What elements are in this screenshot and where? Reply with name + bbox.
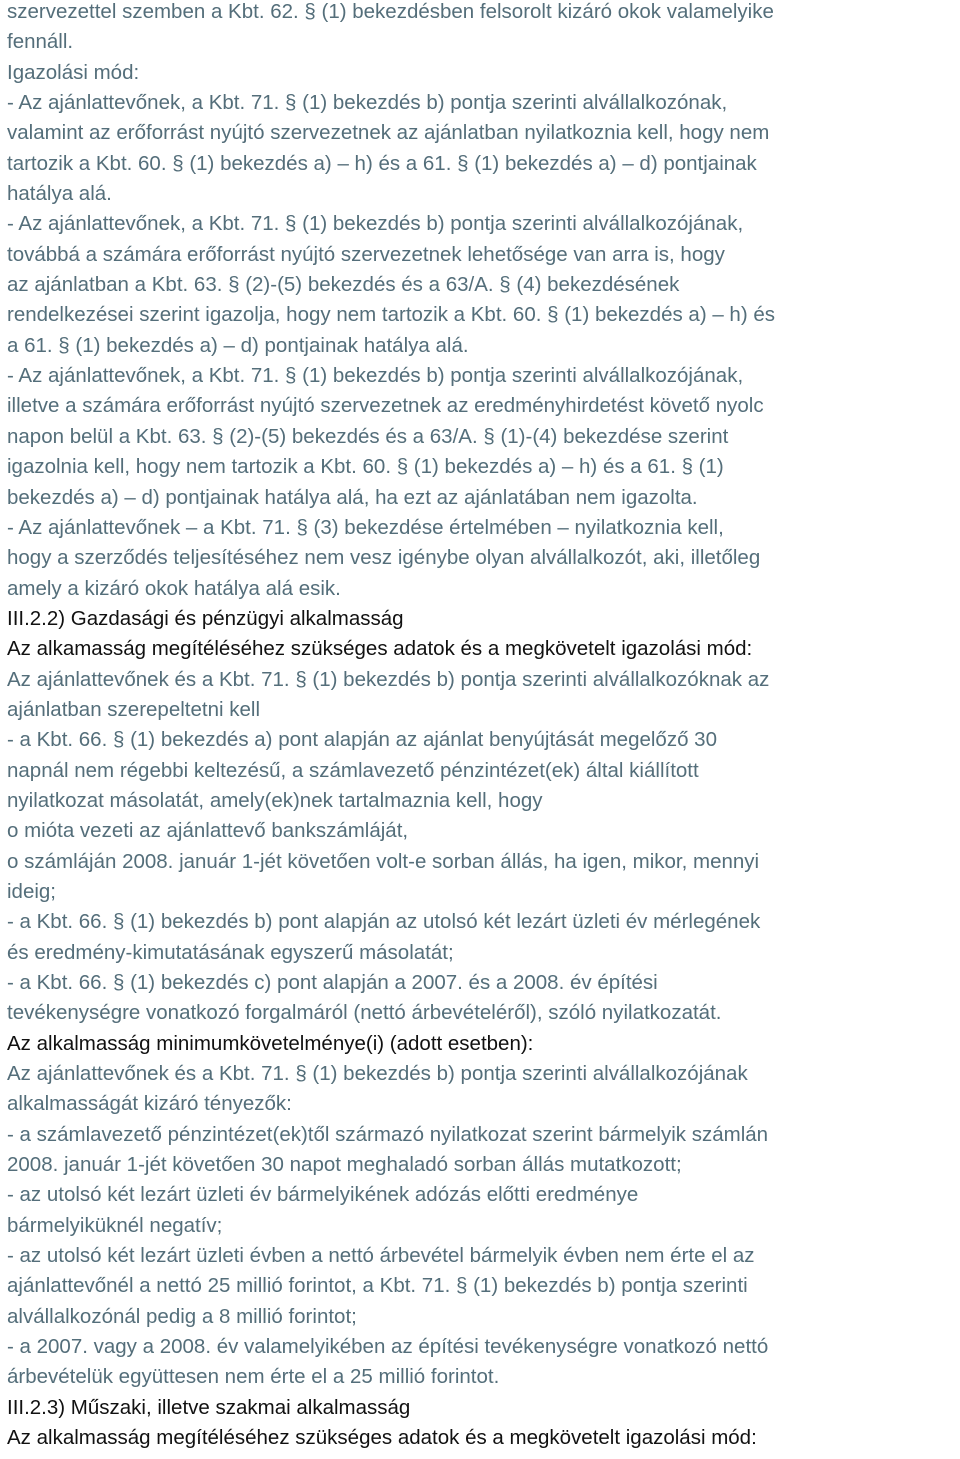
text-line: a 61. § (1) bekezdés a) – d) pontjainak hatálya alá. — [7, 333, 469, 357]
text-line: rendelkezései szerint igazolja, hogy nem tartozik a Kbt. 60. § (1) bekezdés a) – h) és — [7, 303, 776, 327]
section-heading-line: Az alkalmasság megítéléséhez szükséges adatok és a megkövetelt igazolási mód: — [7, 1426, 757, 1450]
text-line: - Az ajánlattevőnek, a Kbt. 71. § (1) bekezdés b) pontja szerinti alvállalkozójának, — [7, 212, 744, 236]
text-line: - Az ajánlattevőnek, a Kbt. 71. § (1) bekezdés b) pontja szerinti alvállalkozónak, — [7, 91, 728, 115]
text-line: árbevételük együttesen nem érte el a 25 millió forintot. — [7, 1365, 500, 1389]
text-line: ideig; — [7, 879, 57, 903]
text-line: - az utolsó két lezárt üzleti év bármelyikének adózás előtti eredménye — [7, 1183, 639, 1207]
text-line: Az ajánlattevőnek és a Kbt. 71. § (1) bekezdés b) pontja szerinti alvállalkozóknak az — [7, 667, 770, 691]
text-line: igazolnia kell, hogy nem tartozik a Kbt. 60. § (1) bekezdés a) – h) és a 61. § (1) — [7, 455, 724, 479]
text-line: alvállalkozónál pedig a 8 millió forintot; — [7, 1304, 357, 1328]
text-line: ajánlatban szerepeltetni kell — [7, 697, 260, 721]
text-line: tevékenységre vonatkozó forgalmáról (nettó árbevételéről), szóló nyilatkozatát. — [7, 1001, 722, 1025]
text-line: továbbá a számára erőforrást nyújtó szervezetnek lehetősége van arra is, hogy — [7, 242, 725, 266]
text-line: - az utolsó két lezárt üzleti évben a nettó árbevétel bármelyik évben nem érte el az — [7, 1244, 755, 1268]
section-heading-line: III.2.2) Gazdasági és pénzügyi alkalmasság — [7, 606, 404, 630]
text-line: tartozik a Kbt. 60. § (1) bekezdés a) – h) és a 61. § (1) bekezdés a) – d) pontjainak — [7, 151, 757, 175]
text-line: szervezettel szemben a Kbt. 62. § (1) bekezdésben felsorolt kizáró okok valamelyike — [7, 0, 774, 23]
text-line: hatálya alá. — [7, 182, 112, 206]
text-line: 2008. január 1-jét követően 30 napot meghaladó sorban állás mutatkozott; — [7, 1153, 682, 1177]
text-line: o mióta vezeti az ajánlattevő bankszámláját, — [7, 819, 409, 843]
text-line: bekezdés a) – d) pontjainak hatálya alá, ha ezt az ajánlatában nem igazolta. — [7, 485, 698, 509]
text-line: bármelyiküknél negatív; — [7, 1213, 223, 1237]
text-line: fennáll. — [7, 30, 74, 54]
text-line: alkalmasságát kizáró tényezők: — [7, 1092, 292, 1116]
text-line: ajánlattevőnél a nettó 25 millió forintot, a Kbt. 71. § (1) bekezdés b) pontja szerinti — [7, 1274, 748, 1298]
text-line: - Az ajánlattevőnek – a Kbt. 71. § (3) bekezdése értelmében – nyilatkoznia kell, — [7, 515, 724, 539]
text-line: Igazolási mód: — [7, 60, 140, 84]
text-line: hogy a szerződés teljesítéséhez nem vesz igénybe olyan alvállalkozót, aki, illetőleg — [7, 546, 761, 570]
section-heading-line: III.2.3) Műszaki, illetve szakmai alkalmasság — [7, 1395, 411, 1419]
text-line: amely a kizáró okok hatálya alá esik. — [7, 576, 341, 600]
text-line: - a 2007. vagy a 2008. év valamelyikében az építési tevékenységre vonatkozó nettó — [7, 1335, 769, 1359]
text-line: - Az ajánlattevőnek, a Kbt. 71. § (1) bekezdés b) pontja szerinti alvállalkozójának, — [7, 364, 744, 388]
text-line: illetve a számára erőforrást nyújtó szervezetnek az eredményhirdetést követő nyolc — [7, 394, 764, 418]
text-line: - a Kbt. 66. § (1) bekezdés a) pont alapján az ajánlat benyújtását megelőző 30 — [7, 728, 717, 752]
text-line: o számláján 2008. január 1-jét követően volt-e sorban állás, ha igen, mikor, mennyi — [7, 849, 760, 873]
section-heading-line: Az alkalmasság minimumkövetelménye(i) (adott esetben): — [7, 1031, 534, 1055]
text-line: - a számlavezető pénzintézet(ek)től származó nyilatkozat szerint bármelyik számlán — [7, 1122, 769, 1146]
text-line: az ajánlatban a Kbt. 63. § (2)-(5) bekezdés és a 63/A. § (4) bekezdésének — [7, 273, 680, 297]
text-line: napon belül a Kbt. 63. § (2)-(5) bekezdés és a 63/A. § (1)-(4) bekezdése szerint — [7, 424, 729, 448]
text-line: - a Kbt. 66. § (1) bekezdés b) pont alapján az utolsó két lezárt üzleti év mérlegének — [7, 910, 761, 934]
text-line: és eredmény-kimutatásának egyszerű másolatát; — [7, 940, 454, 964]
text-line: Az ajánlattevőnek és a Kbt. 71. § (1) bekezdés b) pontja szerinti alvállalkozójának — [7, 1062, 748, 1086]
section-heading-line: Az alkamasság megítéléséhez szükséges adatok és a megkövetelt igazolási mód: — [7, 637, 753, 661]
text-line: nyilatkozat másolatát, amely(ek)nek tartalmaznia kell, hogy — [7, 788, 543, 812]
text-line: - a Kbt. 66. § (1) bekezdés c) pont alapján a 2007. és a 2008. év építési — [7, 971, 658, 994]
text-line: valamint az erőforrást nyújtó szervezetnek az ajánlatban nyilatkoznia kell, hogy nem — [7, 121, 770, 145]
text-line: napnál nem régebbi keltezésű, a számlavezető pénzintézet(ek) által kiállított — [7, 758, 699, 782]
